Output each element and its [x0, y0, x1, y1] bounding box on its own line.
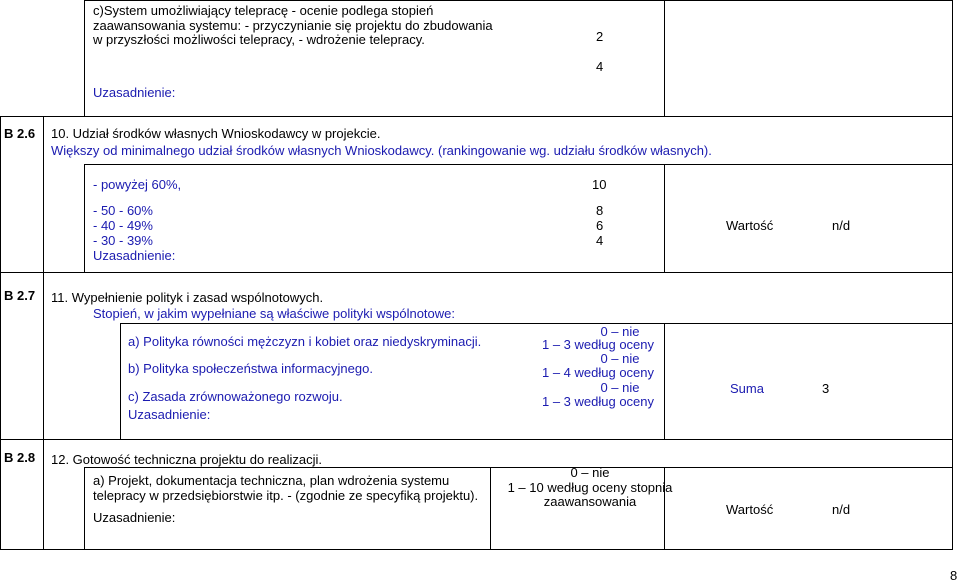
b26-row-label-2: - 40 - 49%: [93, 218, 153, 233]
b28-value-label: Wartość: [726, 502, 774, 517]
b28-score: 0 – nie 1 – 10 według oceny stopnia zaawansowania: [507, 465, 673, 509]
b27-item-label-0: a) Polityka równości mężczyzn i kobiet oraz niedyskryminacji.: [128, 334, 482, 349]
b27-sum-label: Suma: [730, 381, 764, 396]
b28-value: n/d: [832, 502, 851, 517]
b27-title: 11. Wypełnienie polityk i zasad wspólnotowych.: [51, 290, 324, 305]
page-number: 8: [950, 568, 958, 583]
b28-justification: Uzasadnienie:: [93, 510, 176, 525]
section-c-justification: Uzasadnienie:: [93, 85, 176, 100]
b27-item-score-a-0: 0 – nie: [600, 324, 640, 339]
b27-code: B 2.7: [4, 288, 36, 303]
b28-code: B 2.8: [4, 450, 36, 465]
b27-item-score-b-2: 1 – 3 według oceny: [541, 394, 655, 409]
b28-title: 12. Gotowość techniczna projektu do realizacji.: [51, 452, 322, 467]
b27-item-score-a-2: 0 – nie: [600, 380, 640, 395]
b26-row-value-2: 6: [596, 218, 604, 233]
b26-row-label-0: - powyżej 60%,: [93, 177, 182, 192]
b27-item-score-b-1: 1 – 4 według oceny: [541, 365, 655, 380]
b26-row-label-3: - 30 - 39%: [93, 233, 153, 248]
b27-item-label-2: c) Zasada zrównoważonego rozwoju.: [128, 389, 343, 404]
b27-item-score-b-0: 1 – 3 według oceny: [541, 337, 655, 352]
b27-item-score-a-1: 0 – nie: [600, 351, 640, 366]
b26-value: n/d: [832, 218, 851, 233]
b26-title: 10. Udział środków własnych Wnioskodawcy w projekcie.: [51, 126, 381, 141]
section-c-score-1: 2: [596, 29, 604, 44]
section-c-score-2: 4: [596, 59, 604, 74]
b27-item-label-1: b) Polityka społeczeństwa informacyjnego.: [128, 361, 373, 376]
section-c-text: c)System umożliwiający telepracę - ocenie podlega stopień zaawansowania systemu: - przyczynianie się projektu do zbudowania w przyszłości możliwości telepracy, - wdrożenie telepracy.: [93, 3, 493, 47]
b26-code: B 2.6: [4, 126, 36, 141]
b27-sum-value: 3: [822, 381, 830, 396]
b26-row-label-1: - 50 - 60%: [93, 203, 153, 218]
b27-justification: Uzasadnienie:: [128, 407, 211, 422]
b26-justification: Uzasadnienie:: [93, 248, 176, 263]
b26-subtitle: Większy od minimalnego udział środków własnych Wnioskodawcy. (rankingowanie wg. udziału środków własnych).: [51, 143, 712, 158]
b27-subtitle: Stopień, w jakim wypełniane są właściwe polityki wspólnotowe:: [93, 306, 456, 321]
b28-item: a) Projekt, dokumentacja techniczna, plan wdrożenia systemu telepracy w przedsiębiorstwie itp. - (zgodnie ze specyfiką projektu).: [93, 473, 479, 503]
b26-value-label: Wartość: [726, 218, 774, 233]
b26-row-value-0: 10: [592, 177, 607, 192]
b26-row-value-1: 8: [596, 203, 604, 218]
b26-row-value-3: 4: [596, 233, 604, 248]
